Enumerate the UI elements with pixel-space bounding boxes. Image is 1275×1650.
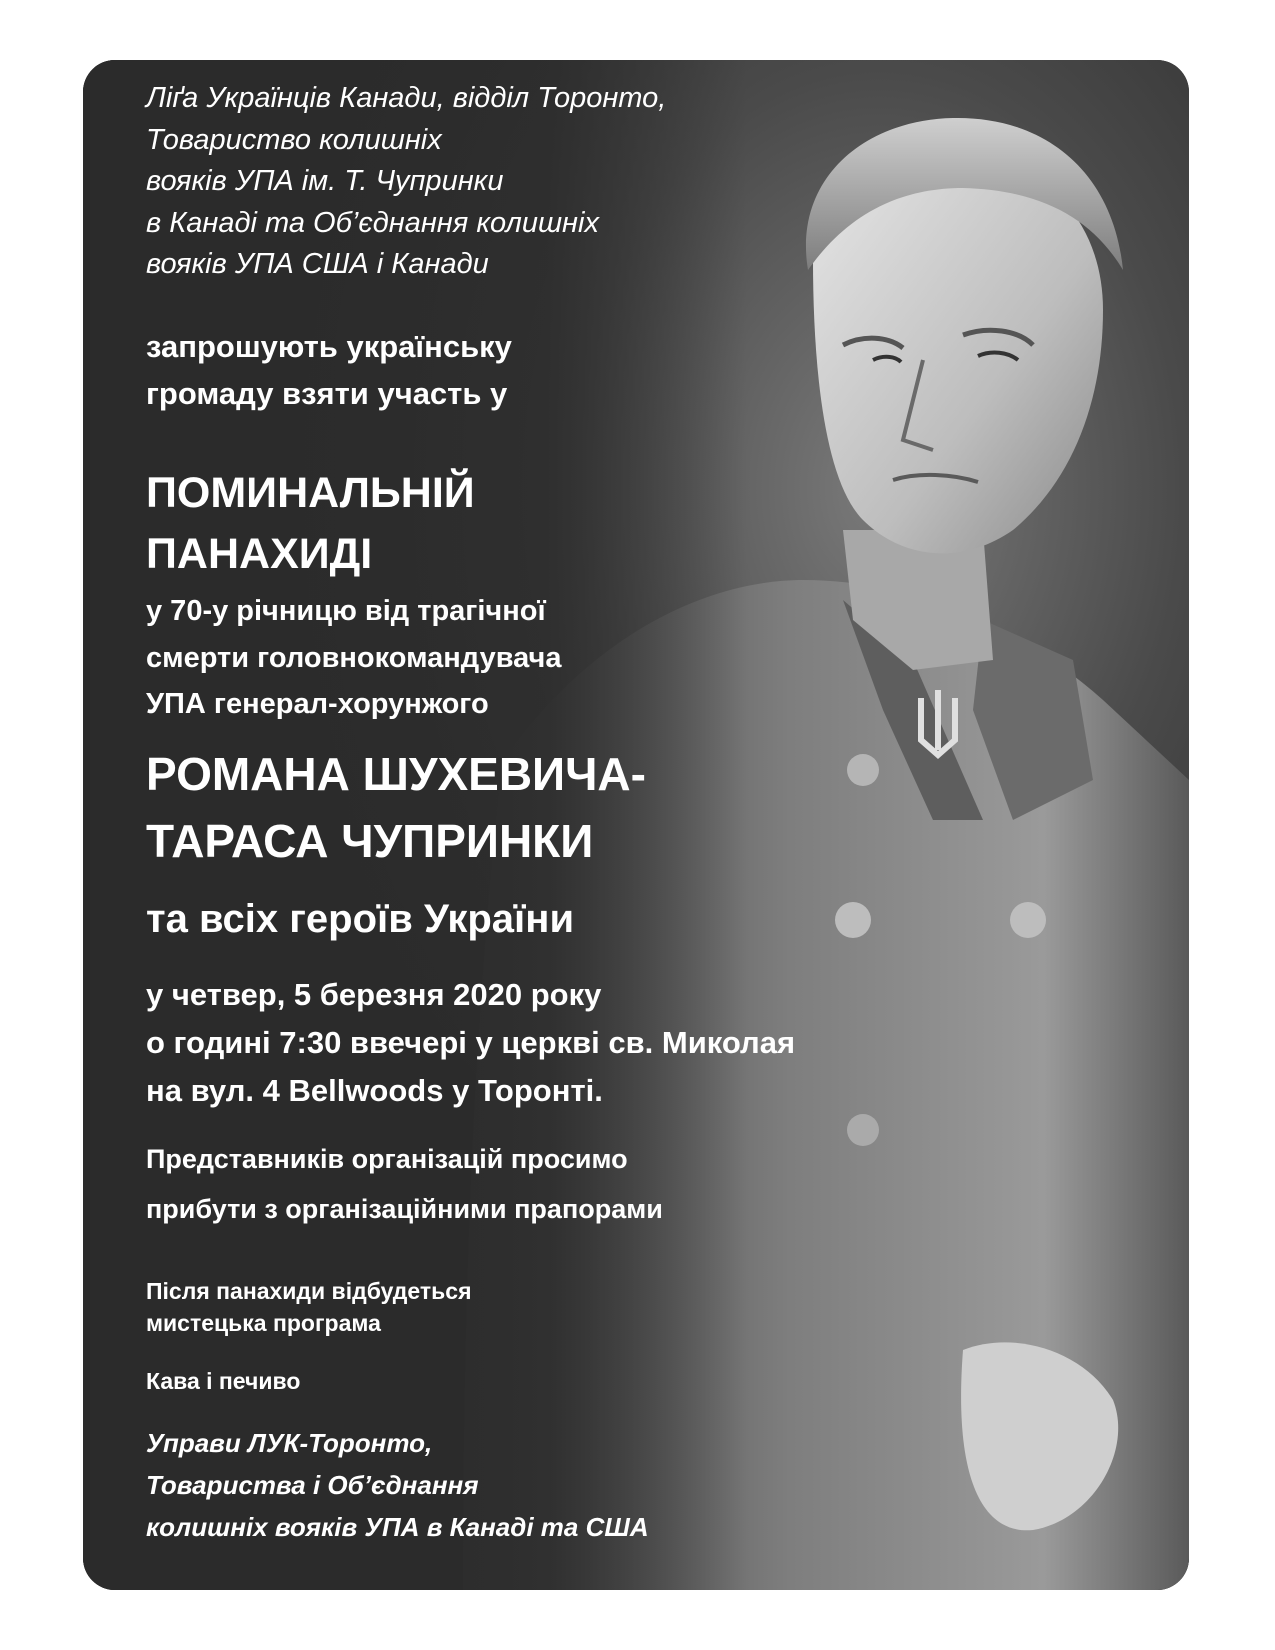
- poster-card: [83, 60, 1189, 1590]
- event-title: [146, 463, 475, 585]
- honoree-name: [146, 741, 646, 875]
- signature-line: Управи ЛУК-Торонто,: [146, 1428, 433, 1458]
- after-program-line: мистецька програма: [146, 1310, 381, 1336]
- after-program-line: Після панахиди відбудеться: [146, 1278, 472, 1304]
- occasion-line: смерти головнокомандувача: [146, 641, 562, 674]
- schedule-line: у четвер, 5 березня 2020 року: [146, 977, 602, 1012]
- organizers-line: вояків УПА США і Канади: [146, 248, 489, 280]
- organizers-line: Товариство колишніх: [146, 123, 442, 156]
- organizers-line: Ліґа Українців Канади, відділ Торонто,: [146, 82, 667, 114]
- honoree-line: РОМАНА ШУХЕВИЧА-: [146, 748, 646, 800]
- schedule-line: на вул. 4 Bellwoods у Торонті.: [146, 1073, 603, 1108]
- representatives-line: прибути з організаційними прапорами: [146, 1194, 663, 1224]
- invitation-line: запрошують українську: [146, 329, 512, 364]
- organizers-text: [146, 78, 666, 286]
- occasion-line: УПА генерал-хорунжого: [146, 688, 489, 720]
- heroes-text: та всіх героїв України: [146, 897, 575, 941]
- representatives-text: [146, 1134, 663, 1234]
- schedule-line: о годині 7:30 ввечері у церкві св. Миколая: [146, 1025, 796, 1060]
- event-title-line: ПОМИНАЛЬНІЙ: [146, 469, 475, 517]
- occasion-text: [146, 588, 562, 728]
- honoree-line: ТАРАСА ЧУПРИНКИ: [146, 815, 594, 867]
- signature-text: [146, 1422, 649, 1548]
- organizers-line: в Канаді та Об’єднання колишніх: [146, 206, 599, 239]
- invitation-line: громаду взяти участь у: [146, 376, 508, 411]
- after-program-text: [146, 1275, 472, 1339]
- signature-line: Товариства і Об’єднання: [146, 1470, 479, 1500]
- signature-line: колишніх вояків УПА в Канаді та США: [146, 1512, 649, 1542]
- schedule-text: [146, 971, 795, 1115]
- invitation-text: [146, 323, 512, 417]
- representatives-line: Представників організацій просимо: [146, 1144, 628, 1174]
- refreshments-text: Кава і печиво: [146, 1368, 301, 1394]
- organizers-line: вояків УПА ім. Т. Чупринки: [146, 165, 504, 197]
- event-title-line: ПАНАХИДІ: [146, 530, 373, 578]
- occasion-line: у 70-у річницю від трагічної: [146, 595, 546, 627]
